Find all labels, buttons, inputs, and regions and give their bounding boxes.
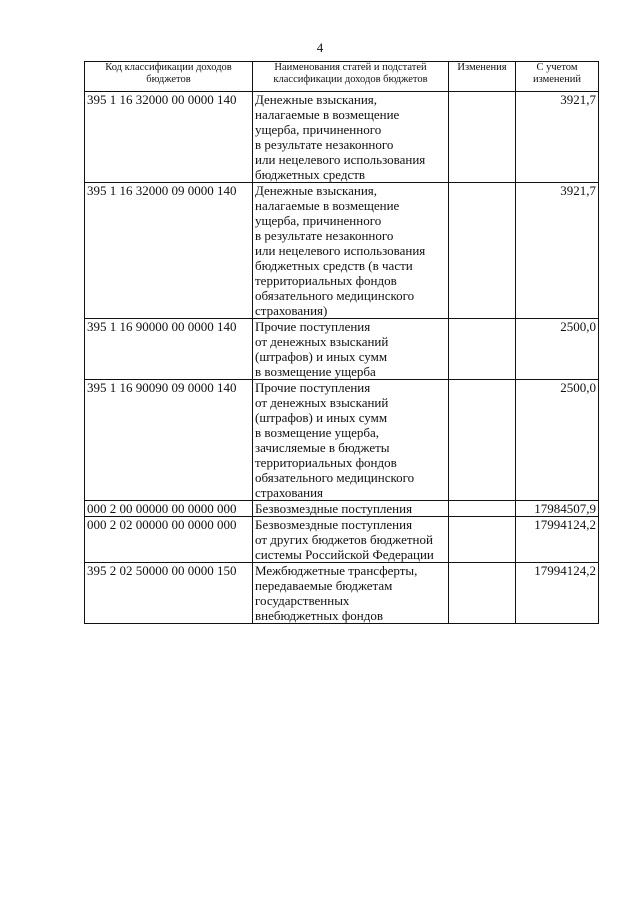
row-name: Прочие поступления от денежных взысканий (штрафов) и иных сумм в возмещение ущерба, зачисляемые в бюджеты территориальных фондов обязательного медицинского страхования	[253, 380, 449, 501]
row-name: Денежные взыскания, налагаемые в возмещение ущерба, причиненного в результате незаконного или нецелевого использования бюджетных средств	[253, 92, 449, 183]
row-total: 3921,7	[516, 92, 599, 183]
table-header-row	[85, 62, 599, 92]
header-total: С учетом изменений	[516, 62, 599, 92]
row-name: Безвозмездные поступления	[253, 501, 449, 517]
row-name: Прочие поступления от денежных взысканий (штрафов) и иных сумм в возмещение ущерба	[253, 319, 449, 380]
table-row	[85, 380, 599, 501]
row-total: 2500,0	[516, 380, 599, 501]
row-changes	[449, 319, 516, 380]
row-code: 395 1 16 32000 09 0000 140	[85, 183, 253, 319]
revenue-classification-table	[84, 61, 599, 624]
header-changes: Изменения	[449, 62, 516, 92]
row-total: 17984507,9	[516, 501, 599, 517]
row-name: Межбюджетные трансферты, передаваемые бюджетам государственных внебюджетных фондов	[253, 563, 449, 624]
table-row	[85, 183, 599, 319]
row-changes	[449, 563, 516, 624]
row-total: 3921,7	[516, 183, 599, 319]
row-changes	[449, 92, 516, 183]
table-row	[85, 563, 599, 624]
row-total: 17994124,2	[516, 563, 599, 624]
row-code: 395 2 02 50000 00 0000 150	[85, 563, 253, 624]
row-changes	[449, 380, 516, 501]
table-row	[85, 92, 599, 183]
page-number: 4	[316, 40, 324, 55]
row-changes	[449, 517, 516, 563]
row-name: Денежные взыскания, налагаемые в возмещение ущерба, причиненного в результате незаконного или нецелевого использования бюджетных средств (в части территориальных фондов обязательного медицинского страхования)	[253, 183, 449, 319]
row-code: 395 1 16 90090 09 0000 140	[85, 380, 253, 501]
table-row	[85, 319, 599, 380]
row-total: 2500,0	[516, 319, 599, 380]
row-changes	[449, 501, 516, 517]
row-code: 000 2 02 00000 00 0000 000	[85, 517, 253, 563]
row-name: Безвозмездные поступления от других бюджетов бюджетной системы Российской Федерации	[253, 517, 449, 563]
row-code: 395 1 16 90000 00 0000 140	[85, 319, 253, 380]
header-name: Наименования статей и подстатей классификации доходов бюджетов	[253, 62, 449, 92]
table-row	[85, 517, 599, 563]
row-code: 000 2 00 00000 00 0000 000	[85, 501, 253, 517]
header-code: Код классификации доходов бюджетов	[85, 62, 253, 92]
row-code: 395 1 16 32000 00 0000 140	[85, 92, 253, 183]
table-row	[85, 501, 599, 517]
row-changes	[449, 183, 516, 319]
row-total: 17994124,2	[516, 517, 599, 563]
